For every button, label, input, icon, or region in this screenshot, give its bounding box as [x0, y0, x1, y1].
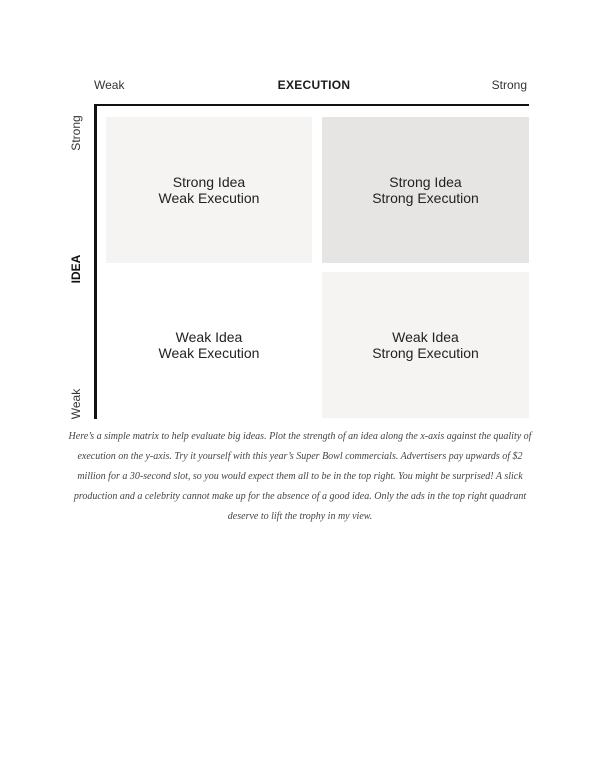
- y-axis-high-label: Strong: [69, 115, 83, 151]
- quadrant-line2: Weak Execution: [158, 345, 260, 361]
- quadrant-line1: Weak Idea: [175, 329, 243, 345]
- quadrant-line2: Strong Execution: [372, 345, 479, 361]
- x-axis-line: [95, 104, 529, 106]
- matrix-caption: Here’s a simple matrix to help evaluate big ideas. Plot the strength of an idea along the x-axis against the quality of execution on the y-axis. Try it yourself with this year’s Super Bowl commercials. Advertisers pay upwards of $2 million for a 30-second slot, so you would expect them all to be in the top right. You might be surprised! A slick production and a celebrity cannot make up for the absence of a good idea. Only the ads in the top right quadrant deserve to lift the trophy in my view.: [68, 431, 532, 522]
- y-axis-title: IDEA: [69, 254, 83, 284]
- quadrant-line2: Strong Execution: [372, 190, 479, 206]
- quadrant-strong-idea-weak-execution: [106, 117, 312, 263]
- x-axis-title: EXECUTION: [277, 78, 351, 92]
- quadrant-line1: Strong Idea: [172, 174, 246, 190]
- x-axis-low-label: Weak: [94, 78, 125, 92]
- x-axis-high-label: Strong: [491, 78, 527, 92]
- quadrant-line1: Strong Idea: [389, 174, 462, 190]
- quadrant-strong-idea-strong-execution: [322, 117, 529, 263]
- quadrant-line2: Weak Execution: [158, 190, 260, 206]
- quadrant-weak-idea-weak-execution: [106, 272, 312, 418]
- quadrant-weak-idea-strong-execution: [322, 272, 529, 418]
- quadrant-line1: Weak Idea: [392, 329, 459, 345]
- y-axis-low-label: Weak: [69, 388, 83, 420]
- y-axis-line: [94, 104, 97, 419]
